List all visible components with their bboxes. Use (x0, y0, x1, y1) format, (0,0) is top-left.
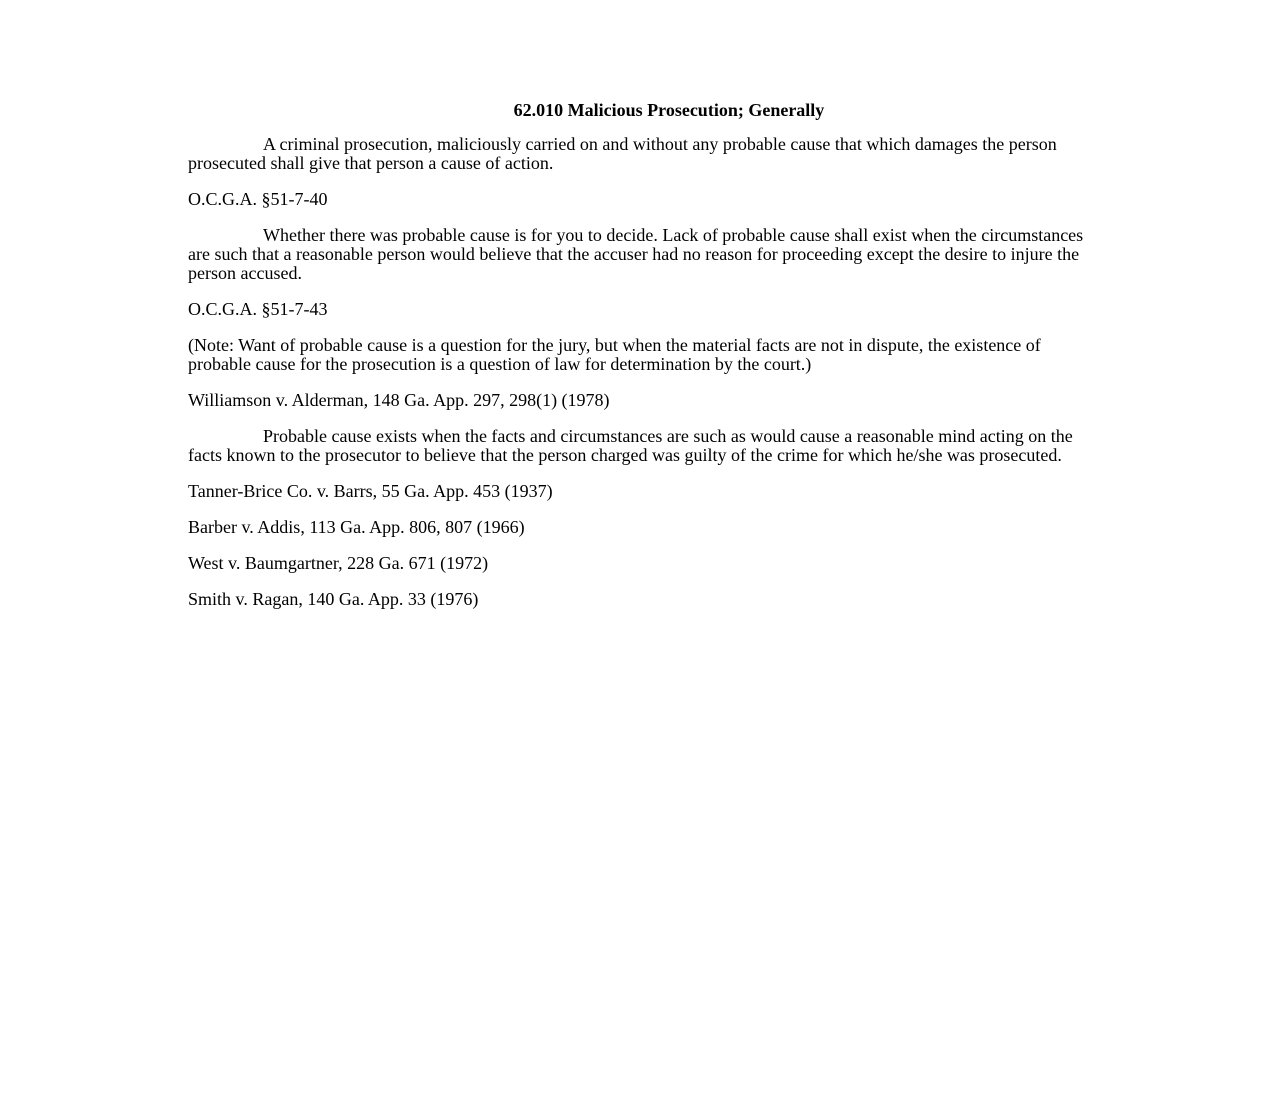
citation-tanner-brice-v-barrs: Tanner-Brice Co. v. Barrs, 55 Ga. App. 453 (1937) (188, 481, 553, 501)
citation-williamson-v-alderman: Williamson v. Alderman, 148 Ga. App. 297, 298(1) (1978) (188, 390, 610, 410)
citation-ocga-51-7-40: O.C.G.A. §51-7-40 (188, 189, 328, 209)
citation-ocga-51-7-43: O.C.G.A. §51-7-43 (188, 299, 328, 319)
paragraph-probable-cause-decision: Whether there was probable cause is for you to decide. Lack of probable cause shall exist when the circumstances are such that a reasonable person would believe that the accuser had no reason for proceeding except the desire to injure the person accused. (188, 225, 1084, 283)
citation-barber-v-addis: Barber v. Addis, 113 Ga. App. 806, 807 (1966) (188, 517, 525, 537)
document-page (188, 99, 1088, 626)
paragraph-probable-cause-definition: Probable cause exists when the facts and circumstances are such as would cause a reasonable mind acting on the facts known to the prosecutor to believe that the person charged was guilty of the crime for which he/she was prosecuted. (188, 426, 1073, 465)
note-paragraph: (Note: Want of probable cause is a question for the jury, but when the material facts are not in dispute, the existence of probable cause for the prosecution is a question of law for determination by the court.) (188, 335, 1041, 374)
citation-smith-v-ragan: Smith v. Ragan, 140 Ga. App. 33 (1976) (188, 589, 479, 609)
page-title: 62.010 Malicious Prosecution; Generally (513, 100, 825, 120)
citation-west-v-baumgartner: West v. Baumgartner, 228 Ga. 671 (1972) (188, 553, 489, 573)
paragraph-malicious-prosecution: A criminal prosecution, maliciously carried on and without any probable cause that which damages the person prosecuted shall give that person a cause of action. (188, 134, 1057, 173)
